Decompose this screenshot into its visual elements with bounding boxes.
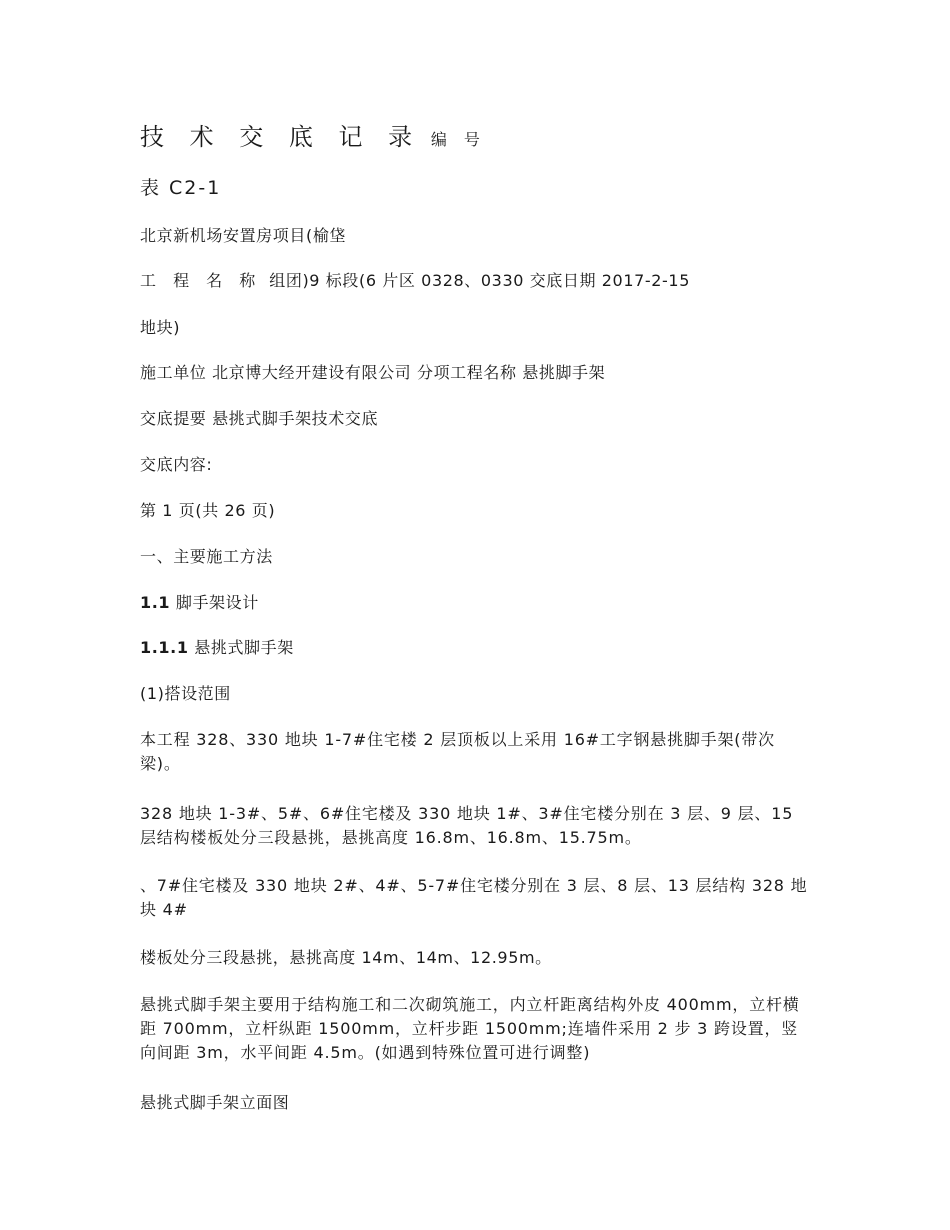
paragraph-block-b: 、7#住宅楼及 330 地块 2#、4#、5-7#住宅楼分别在 3 层、8 层、13 层结构 328 地块 4# bbox=[140, 876, 808, 919]
project-name-row bbox=[140, 269, 690, 293]
number-label: 编 号 bbox=[430, 130, 486, 149]
subsection-number: 1.1.1 bbox=[140, 638, 189, 657]
page-info: 第 1 页(共 26 页) bbox=[140, 501, 276, 520]
subsection-title: 悬挑式脚手架 bbox=[194, 638, 294, 657]
section-heading: 一、主要施工方法 bbox=[140, 547, 273, 566]
project-name-label: 工 程 名 称 bbox=[140, 271, 262, 290]
construction-unit-row: 施工单位 北京博大经开建设有限公司 分项工程名称 悬挑脚手架 bbox=[140, 363, 606, 382]
paragraph-block-b-cont: 楼板处分三段悬挑，悬挑高度 14m、14m、12.95m。 bbox=[140, 948, 552, 967]
subsection-heading-1-1-1 bbox=[140, 636, 294, 660]
content-label: 交底内容: bbox=[140, 455, 213, 474]
scope-title: (1)搭设范围 bbox=[140, 684, 231, 703]
subsection-title: 脚手架设计 bbox=[175, 593, 259, 612]
paragraph-block-a: 328 地块 1-3#、5#、6#住宅楼及 330 地块 1#、3#住宅楼分别在 3 层、9 层、15 层结构楼板处分三段悬挑，悬挑高度 16.8m、16.8m、15.75m。 bbox=[140, 804, 794, 847]
project-name-line3: 地块) bbox=[140, 318, 181, 337]
document-page bbox=[140, 0, 820, 1230]
document-header bbox=[140, 122, 486, 152]
paragraph-scaffold-params: 悬挑式脚手架主要用于结构施工和二次砌筑施工，内立杆距离结构外皮 400mm，立杆横距 700mm，立杆纵距 1500mm，立杆步距 1500mm;连墙件采用 2 步 3 跨设置，竖向间距 3m，水平间距 4.5m。(如遇到特殊位置可进行调整) bbox=[140, 995, 800, 1062]
project-name-line2: 组团)9 标段(6 片区 0328、0330 交底日期 2017-2-15 bbox=[269, 271, 690, 290]
project-name-line1: 北京新机场安置房项目(榆垡 bbox=[140, 226, 347, 245]
figure-caption: 悬挑式脚手架立面图 bbox=[140, 1093, 290, 1112]
subsection-number: 1.1 bbox=[140, 593, 171, 612]
document-title: 技 术 交 底 记 录 bbox=[140, 123, 422, 151]
subsection-heading-1-1 bbox=[140, 591, 259, 615]
paragraph-scope: 本工程 328、330 地块 1-7#住宅楼 2 层顶板以上采用 16#工字钢悬挑脚手架(带次梁)。 bbox=[140, 730, 775, 773]
form-number: 表 C2-1 bbox=[140, 177, 222, 199]
summary-row: 交底提要 悬挑式脚手架技术交底 bbox=[140, 409, 379, 428]
